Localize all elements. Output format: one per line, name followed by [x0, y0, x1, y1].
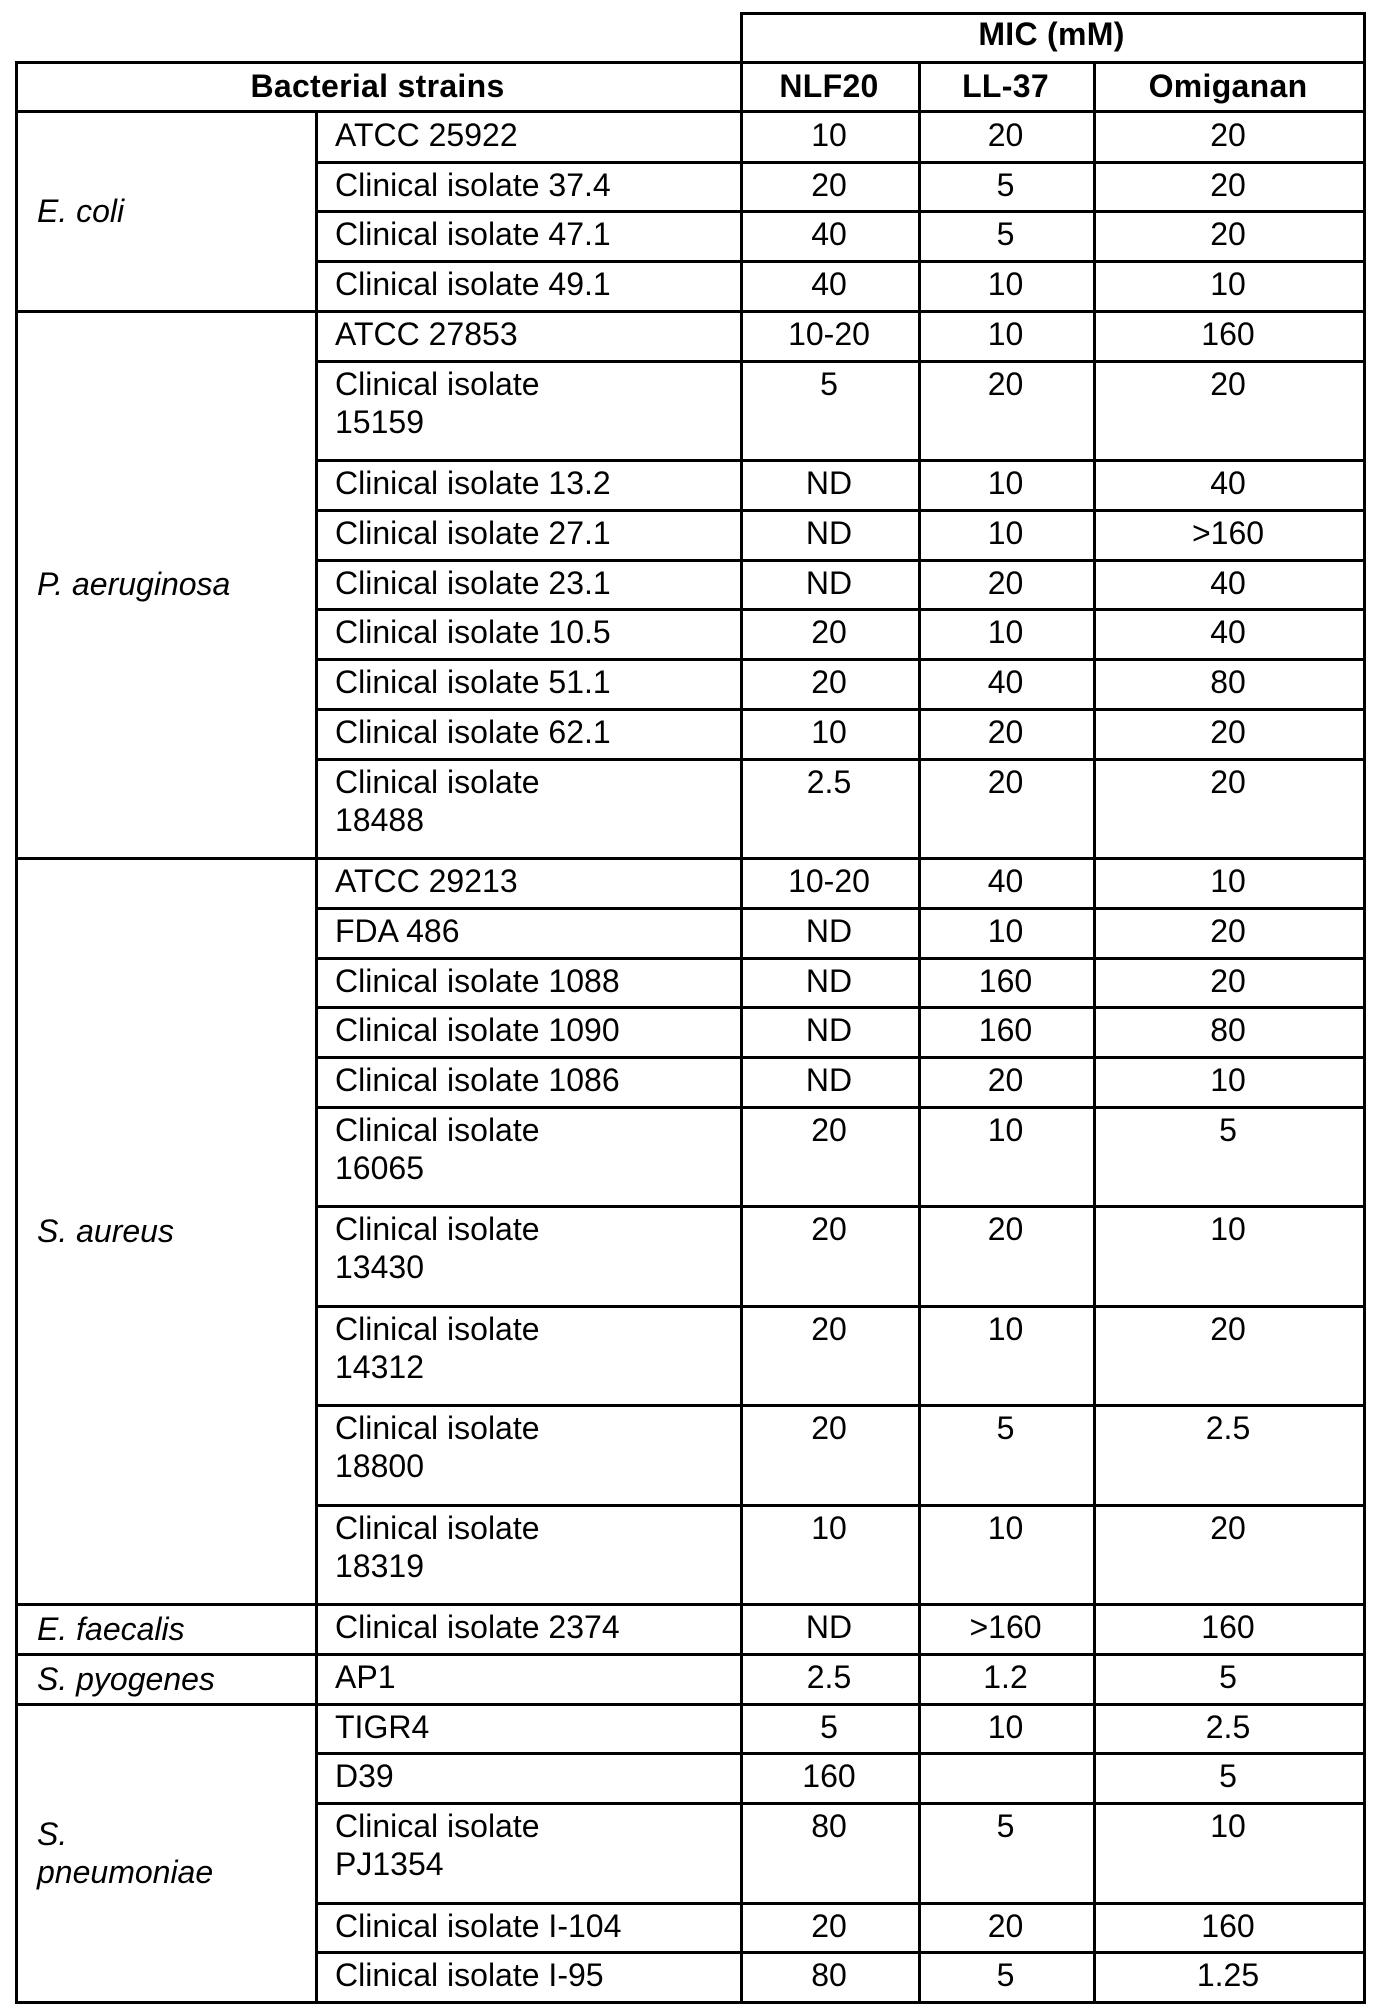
header-column-ll37: LL-37: [918, 64, 1093, 112]
mic-value-nlf20: 40: [740, 261, 918, 311]
strain-name: Clinical isolate 47.1: [315, 211, 740, 261]
mic-value-ll37: 5: [918, 211, 1093, 261]
border-line: [15, 1703, 18, 2004]
mic-value-ll37: 10: [918, 908, 1093, 958]
border-line: [1093, 1603, 1096, 1656]
mic-value-ll37: 5: [918, 1952, 1093, 2002]
border-line: [15, 857, 18, 1606]
border-line: [1363, 1653, 1366, 1706]
mic-value-omiganan: 20: [1093, 759, 1363, 858]
mic-value-nlf20: 40: [740, 211, 918, 261]
mic-value-omiganan: 20: [1093, 1505, 1363, 1604]
border-line: [740, 310, 743, 860]
mic-value-omiganan: 20: [1093, 162, 1363, 212]
mic-value-nlf20: 10: [740, 1505, 918, 1604]
border-line: [15, 1603, 18, 1656]
mic-value-omiganan: 1.25: [1093, 1952, 1363, 2002]
mic-value-nlf20: 10: [740, 709, 918, 759]
mic-value-nlf20: ND: [740, 510, 918, 560]
border-line: [1363, 111, 1366, 313]
strain-name: Clinical isolate 15159: [315, 361, 615, 460]
strain-name: Clinical isolate 49.1: [315, 261, 740, 311]
mic-value-ll37: 20: [918, 1206, 1093, 1305]
mic-value-nlf20: ND: [740, 1604, 918, 1654]
strain-name: AP1: [315, 1654, 740, 1704]
border-line: [740, 12, 743, 112]
strain-name: Clinical isolate 1086: [315, 1057, 740, 1107]
border-line: [740, 111, 743, 313]
header-column-nlf20: NLF20: [740, 64, 918, 112]
strain-name: Clinical isolate I-104: [315, 1903, 740, 1953]
mic-value-omiganan: 40: [1093, 609, 1363, 659]
mic-value-ll37: 20: [918, 709, 1093, 759]
mic-value-omiganan: 20: [1093, 958, 1363, 1008]
mic-value-omiganan: 2.5: [1093, 1405, 1363, 1504]
mic-value-ll37: 10: [918, 1704, 1093, 1754]
border-line: [918, 857, 921, 1606]
mic-value-omiganan: 40: [1093, 460, 1363, 510]
mic-value-nlf20: 10-20: [740, 311, 918, 361]
border-line: [1093, 1703, 1096, 2004]
strain-name: Clinical isolate 14312: [315, 1306, 615, 1405]
strain-name: Clinical isolate 23.1: [315, 560, 740, 610]
species-label: [15, 112, 315, 311]
mic-value-ll37: >160: [918, 1604, 1093, 1654]
mic-value-nlf20: 2.5: [740, 1654, 918, 1704]
mic-value-ll37: 40: [918, 858, 1093, 908]
strain-name: Clinical isolate 18319: [315, 1505, 615, 1604]
mic-value-nlf20: 10: [740, 112, 918, 162]
mic-value-ll37: 10: [918, 1306, 1093, 1405]
species-name: E. faecalis: [37, 1610, 185, 1648]
strain-name: Clinical isolate 13.2: [315, 460, 740, 510]
mic-value-omiganan: 10: [1093, 1803, 1363, 1902]
strain-name: TIGR4: [315, 1704, 740, 1754]
border-line: [740, 1703, 743, 2004]
strain-name: Clinical isolate 51.1: [315, 659, 740, 709]
strain-name: ATCC 29213: [315, 858, 740, 908]
mic-value-nlf20: 160: [740, 1753, 918, 1803]
mic-value-nlf20: 20: [740, 1306, 918, 1405]
mic-value-nlf20: 2.5: [740, 759, 918, 858]
mic-value-ll37: 5: [918, 1405, 1093, 1504]
header-mic: MIC (mM): [740, 12, 1363, 62]
strain-name: Clinical isolate 18800: [315, 1405, 615, 1504]
strain-name: D39: [315, 1753, 740, 1803]
mic-value-ll37: 20: [918, 361, 1093, 460]
strain-name: Clinical isolate 2374: [315, 1604, 740, 1654]
border-line: [315, 111, 318, 313]
mic-value-omiganan: 10: [1093, 1057, 1363, 1107]
strain-name: Clinical isolate 18488: [315, 759, 615, 858]
mic-value-ll37: 5: [918, 1803, 1093, 1902]
border-line: [15, 61, 1366, 64]
mic-value-omiganan: 2.5: [1093, 1704, 1363, 1754]
mic-value-nlf20: ND: [740, 560, 918, 610]
mic-value-omiganan: 160: [1093, 1604, 1363, 1654]
border-line: [1093, 61, 1096, 112]
mic-value-omiganan: 20: [1093, 211, 1363, 261]
mic-value-nlf20: 80: [740, 1952, 918, 2002]
species-name: S. pyogenes: [37, 1660, 215, 1698]
mic-value-omiganan: 20: [1093, 709, 1363, 759]
strain-name: Clinical isolate 1088: [315, 958, 740, 1008]
border-line: [918, 1653, 921, 1706]
mic-value-ll37: 5: [918, 162, 1093, 212]
mic-value-nlf20: 20: [740, 1903, 918, 1953]
border-line: [1093, 1653, 1096, 1706]
strain-name: Clinical isolate 27.1: [315, 510, 740, 560]
border-line: [918, 111, 921, 313]
border-line: [740, 1653, 743, 1706]
species-label: [15, 1704, 315, 2002]
species-label: [15, 858, 315, 1604]
mic-value-ll37: 1.2: [918, 1654, 1093, 1704]
mic-value-omiganan: 40: [1093, 560, 1363, 610]
border-line: [1093, 857, 1096, 1606]
border-line: [15, 310, 18, 860]
mic-value-nlf20: 5: [740, 361, 918, 460]
mic-value-omiganan: 10: [1093, 1206, 1363, 1305]
mic-value-omiganan: 80: [1093, 659, 1363, 709]
border-line: [918, 310, 921, 860]
mic-value-omiganan: 160: [1093, 1903, 1363, 1953]
mic-value-nlf20: ND: [740, 1057, 918, 1107]
mic-value-nlf20: 20: [740, 609, 918, 659]
strain-name: Clinical isolate 16065: [315, 1107, 615, 1206]
mic-value-ll37: 10: [918, 510, 1093, 560]
mic-value-ll37: 40: [918, 659, 1093, 709]
mic-value-ll37: 20: [918, 759, 1093, 858]
species-label: [15, 311, 315, 858]
mic-value-ll37: 10: [918, 1107, 1093, 1206]
header-column-omiganan: Omiganan: [1093, 64, 1363, 112]
mic-value-nlf20: 20: [740, 1405, 918, 1504]
border-line: [740, 1603, 743, 1656]
mic-value-omiganan: 20: [1093, 112, 1363, 162]
border-line: [1363, 12, 1366, 112]
mic-value-ll37: 10: [918, 261, 1093, 311]
border-line: [740, 12, 1366, 15]
border-line: [1093, 111, 1096, 313]
border-line: [15, 111, 18, 313]
species-name: P. aeruginosa: [37, 565, 230, 603]
strain-name: ATCC 27853: [315, 311, 740, 361]
mic-value-omiganan: 160: [1093, 311, 1363, 361]
mic-value-ll37: 160: [918, 958, 1093, 1008]
mic-value-omiganan: 5: [1093, 1107, 1363, 1206]
strain-name: Clinical isolate 10.5: [315, 609, 740, 659]
mic-value-nlf20: 20: [740, 162, 918, 212]
mic-value-nlf20: 20: [740, 1107, 918, 1206]
border-line: [315, 1603, 318, 1656]
mic-value-omiganan: 10: [1093, 858, 1363, 908]
mic-value-nlf20: 80: [740, 1803, 918, 1902]
mic-value-omiganan: 5: [1093, 1654, 1363, 1704]
mic-value-ll37: [918, 1753, 1093, 1803]
species-name: S. aureus: [37, 1212, 174, 1250]
border-line: [15, 2001, 1366, 2004]
strain-name: Clinical isolate 37.4: [315, 162, 740, 212]
mic-value-ll37: 20: [918, 1903, 1093, 1953]
border-line: [1363, 1703, 1366, 2004]
strain-name: FDA 486: [315, 908, 740, 958]
border-line: [315, 1653, 318, 1706]
mic-value-omiganan: 80: [1093, 1007, 1363, 1057]
border-line: [15, 1653, 18, 1706]
border-line: [1363, 310, 1366, 860]
mic-value-omiganan: 10: [1093, 261, 1363, 311]
border-line: [315, 1703, 318, 2004]
mic-value-nlf20: 5: [740, 1704, 918, 1754]
species-name: S. pneumoniae: [37, 1815, 232, 1891]
mic-value-omiganan: 20: [1093, 1306, 1363, 1405]
mic-value-ll37: 20: [918, 112, 1093, 162]
border-line: [918, 61, 921, 112]
border-line: [1363, 857, 1366, 1606]
header-bacterial-strains: Bacterial strains: [15, 64, 740, 112]
mic-value-omiganan: 20: [1093, 908, 1363, 958]
mic-value-omiganan: 20: [1093, 361, 1363, 460]
strain-name: ATCC 25922: [315, 112, 740, 162]
border-line: [918, 1603, 921, 1656]
border-line: [315, 857, 318, 1606]
strain-name: Clinical isolate 1090: [315, 1007, 740, 1057]
border-line: [15, 61, 18, 112]
mic-value-ll37: 20: [918, 560, 1093, 610]
border-line: [315, 310, 318, 860]
mic-value-nlf20: ND: [740, 460, 918, 510]
border-line: [918, 1703, 921, 2004]
strain-name: Clinical isolate PJ1354: [315, 1803, 615, 1902]
mic-value-nlf20: 10-20: [740, 858, 918, 908]
mic-value-nlf20: 20: [740, 1206, 918, 1305]
mic-value-ll37: 160: [918, 1007, 1093, 1057]
strain-name: Clinical isolate I-95: [315, 1952, 740, 2002]
mic-value-ll37: 10: [918, 311, 1093, 361]
mic-value-ll37: 20: [918, 1057, 1093, 1107]
mic-value-ll37: 10: [918, 460, 1093, 510]
mic-value-nlf20: ND: [740, 958, 918, 1008]
species-label: [15, 1654, 315, 1704]
mic-value-omiganan: 5: [1093, 1753, 1363, 1803]
mic-value-ll37: 10: [918, 609, 1093, 659]
mic-value-nlf20: ND: [740, 1007, 918, 1057]
species-label: [15, 1604, 315, 1654]
mic-value-ll37: 10: [918, 1505, 1093, 1604]
species-name: E. coli: [37, 192, 124, 230]
mic-value-nlf20: 20: [740, 659, 918, 709]
mic-table: [0, 0, 1377, 2007]
border-line: [740, 857, 743, 1606]
strain-name: Clinical isolate 62.1: [315, 709, 740, 759]
mic-value-omiganan: >160: [1093, 510, 1363, 560]
border-line: [1363, 1603, 1366, 1656]
mic-value-nlf20: ND: [740, 908, 918, 958]
strain-name: Clinical isolate 13430: [315, 1206, 615, 1305]
border-line: [1093, 310, 1096, 860]
